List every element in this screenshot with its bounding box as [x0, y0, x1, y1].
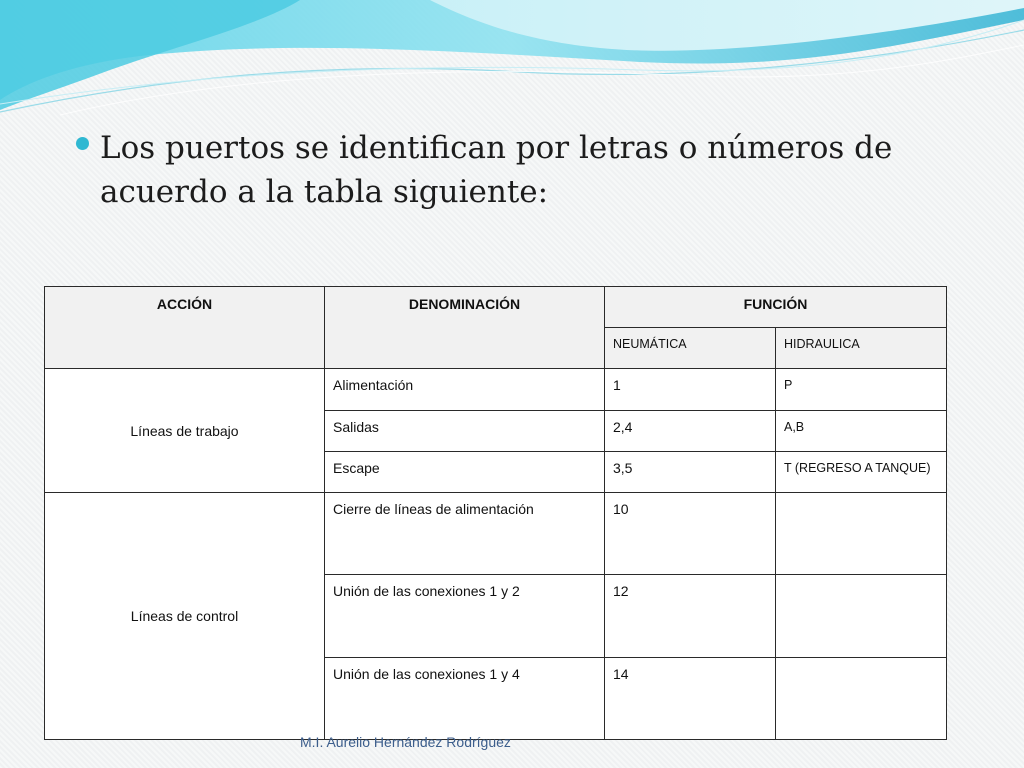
hidraulica-cell: T (REGRESO A TANQUE) — [776, 451, 947, 492]
neumatica-cell: 14 — [605, 657, 776, 739]
neumatica-cell: 3,5 — [605, 451, 776, 492]
hidraulica-cell: A,B — [776, 410, 947, 451]
bullet-dot-icon — [76, 137, 89, 150]
header-denominacion: DENOMINACIÓN — [325, 287, 605, 369]
action-cell: Líneas de control — [45, 492, 325, 739]
neumatica-cell: 12 — [605, 575, 776, 657]
denominacion-cell: Escape — [325, 451, 605, 492]
bullet-text: Los puertos se identifican por letras o números de acuerdo a la tabla siguiente: — [100, 130, 893, 210]
neumatica-cell: 10 — [605, 492, 776, 574]
hidraulica-cell: P — [776, 369, 947, 410]
neumatica-cell: 2,4 — [605, 410, 776, 451]
denominacion-cell: Unión de las conexiones 1 y 2 — [325, 575, 605, 657]
action-cell: Líneas de trabajo — [45, 369, 325, 493]
denominacion-cell: Alimentación — [325, 369, 605, 410]
hidraulica-cell — [776, 657, 947, 739]
ports-table — [44, 286, 947, 740]
denominacion-cell: Cierre de líneas de alimentación — [325, 492, 605, 574]
header-accion: ACCIÓN — [45, 287, 325, 369]
neumatica-cell: 1 — [605, 369, 776, 410]
table-row — [45, 492, 947, 574]
footer-author: M.I. Aurelio Hernández Rodríguez — [300, 734, 511, 750]
denominacion-cell: Salidas — [325, 410, 605, 451]
header-neumatica: NEUMÁTICA — [605, 328, 776, 369]
header-wave-banner — [0, 0, 1024, 120]
hidraulica-cell — [776, 492, 947, 574]
hidraulica-cell — [776, 575, 947, 657]
table-row — [45, 369, 947, 410]
denominacion-cell: Unión de las conexiones 1 y 4 — [325, 657, 605, 739]
header-hidraulica: HIDRAULICA — [776, 328, 947, 369]
header-funcion: FUNCIÓN — [605, 287, 947, 328]
